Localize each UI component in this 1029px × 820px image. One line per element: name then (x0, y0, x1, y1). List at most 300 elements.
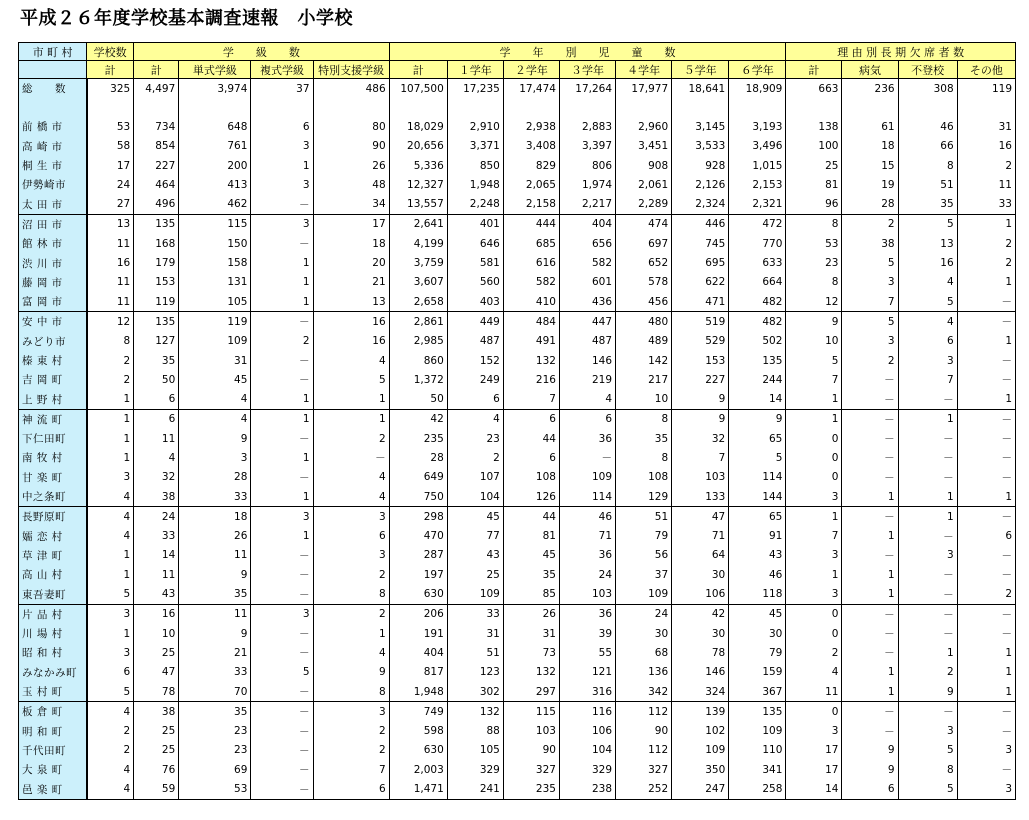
cell-value: 3 (251, 604, 313, 624)
cell-value: 560 (447, 273, 503, 292)
cell-value: 5 (898, 741, 957, 760)
cell-value: 7 (898, 370, 957, 389)
cell-value: 135 (729, 702, 786, 722)
cell-value: 21 (179, 643, 251, 662)
cell-value: 179 (134, 253, 179, 272)
cell-value: 42 (672, 604, 729, 624)
table-header (19, 43, 1016, 79)
municipality-name: 昭 和 村 (19, 643, 87, 662)
cell-value: 50 (389, 389, 447, 409)
cell-value: 3,607 (389, 273, 447, 292)
cell-value: 252 (616, 779, 672, 799)
cell-value: 11 (134, 565, 179, 584)
cell-value: 35 (898, 194, 957, 214)
cell-value: 53 (786, 234, 842, 253)
cell-value: 4 (87, 527, 134, 546)
cell-value: 2 (898, 663, 957, 682)
cell-value: 109 (179, 332, 251, 351)
cell-value: 342 (616, 682, 672, 702)
cell-value: 17,235 (447, 79, 503, 99)
table-row (19, 527, 1016, 546)
cell-value: 1 (842, 565, 898, 584)
cell-value: － (957, 702, 1015, 722)
municipality-name: 片 品 村 (19, 604, 87, 624)
cell-value: 114 (559, 487, 615, 507)
cell-value: 115 (179, 214, 251, 234)
table-row (19, 351, 1016, 370)
cell-value: － (957, 760, 1015, 779)
cell-value: － (251, 194, 313, 214)
cell-value: 2,248 (447, 194, 503, 214)
subheader-cell: 計 (87, 61, 134, 79)
cell-value: 444 (503, 214, 559, 234)
cell-value: 26 (179, 527, 251, 546)
cell-value: 4 (87, 507, 134, 527)
cell-value: 1 (251, 409, 313, 429)
cell-value: 91 (729, 527, 786, 546)
cell-value: 745 (672, 234, 729, 253)
cell-value: 761 (179, 137, 251, 156)
cell-value: 1,948 (389, 682, 447, 702)
cell-value: 61 (842, 117, 898, 136)
cell-value: 132 (503, 351, 559, 370)
cell-value: 16 (898, 253, 957, 272)
cell-value: 1 (898, 487, 957, 507)
cell-value: － (898, 429, 957, 448)
cell-value: － (842, 389, 898, 409)
cell-value: 2,658 (389, 292, 447, 312)
municipality-name: 東吾妻町 (19, 584, 87, 604)
cell-value: 13 (87, 214, 134, 234)
table-row (19, 722, 1016, 741)
cell-value: 78 (672, 643, 729, 662)
cell-value: － (251, 779, 313, 799)
cell-value: 38 (134, 702, 179, 722)
cell-value: 24 (87, 175, 134, 194)
municipality-name: 邑 楽 町 (19, 779, 87, 799)
cell-value: 3 (898, 546, 957, 565)
cell-value: 2 (313, 722, 389, 741)
cell-value: － (251, 584, 313, 604)
header-municipality: 市 町 村 (19, 43, 87, 61)
cell-value: 4 (87, 702, 134, 722)
cell-value: 31 (957, 117, 1015, 136)
cell-value: 1 (957, 682, 1015, 702)
cell-value: 105 (447, 741, 503, 760)
cell-value: 4 (179, 409, 251, 429)
cell-value: 106 (559, 722, 615, 741)
cell-value: 329 (559, 760, 615, 779)
subheader-cell: ５学年 (672, 61, 729, 79)
cell-value: 6 (957, 527, 1015, 546)
cell-value: 9 (729, 409, 786, 429)
cell-value: 496 (134, 194, 179, 214)
municipality-name: 草 津 町 (19, 546, 87, 565)
cell-value: 750 (389, 487, 447, 507)
cell-value: 150 (179, 234, 251, 253)
cell-value: 35 (179, 702, 251, 722)
table-row (19, 702, 1016, 722)
header-students-by-grade: 学 年 別 児 童 数 (389, 43, 786, 61)
cell-value: － (251, 702, 313, 722)
subheader-cell: ３学年 (559, 61, 615, 79)
cell-value: 38 (842, 234, 898, 253)
cell-value: 3,533 (672, 137, 729, 156)
cell-value: 26 (313, 156, 389, 175)
empty-cell (842, 98, 898, 117)
cell-value: 25 (447, 565, 503, 584)
cell-value: 18 (179, 507, 251, 527)
cell-value: 159 (729, 663, 786, 682)
cell-value: 46 (729, 565, 786, 584)
cell-value: 35 (616, 429, 672, 448)
cell-value: 247 (672, 779, 729, 799)
cell-value: 131 (179, 273, 251, 292)
cell-value: 11 (957, 175, 1015, 194)
table-row (19, 624, 1016, 643)
cell-value: 51 (898, 175, 957, 194)
cell-value: 23 (179, 722, 251, 741)
cell-value: 7 (672, 448, 729, 467)
cell-value: 4 (87, 779, 134, 799)
cell-value: 316 (559, 682, 615, 702)
cell-value: 31 (179, 351, 251, 370)
cell-value: 44 (503, 429, 559, 448)
cell-value: － (251, 741, 313, 760)
cell-value: 25 (134, 643, 179, 662)
cell-value: 401 (447, 214, 503, 234)
cell-value: 4 (87, 487, 134, 507)
cell-value: 109 (616, 584, 672, 604)
cell-value: 5 (251, 663, 313, 682)
cell-value: 1 (251, 253, 313, 272)
cell-value: 1 (87, 409, 134, 429)
cell-value: 17 (786, 760, 842, 779)
table-row (19, 760, 1016, 779)
cell-value: 10 (786, 332, 842, 351)
cell-value: 3,974 (179, 79, 251, 99)
cell-value: 471 (672, 292, 729, 312)
cell-value: 8 (87, 332, 134, 351)
cell-value: 81 (503, 527, 559, 546)
cell-value: 241 (447, 779, 503, 799)
cell-value: 2,321 (729, 194, 786, 214)
cell-value: 36 (559, 546, 615, 565)
cell-value: 30 (672, 565, 729, 584)
cell-value: 734 (134, 117, 179, 136)
cell-value: － (842, 448, 898, 467)
cell-value: 68 (616, 643, 672, 662)
cell-value: 238 (559, 779, 615, 799)
cell-value: 2,883 (559, 117, 615, 136)
cell-value: 464 (134, 175, 179, 194)
cell-value: － (842, 702, 898, 722)
cell-value: 0 (786, 624, 842, 643)
cell-value: 2 (87, 722, 134, 741)
cell-value: － (898, 604, 957, 624)
cell-value: 10 (616, 389, 672, 409)
cell-value: 37 (251, 79, 313, 99)
cell-value: 135 (134, 312, 179, 332)
cell-value: 4,199 (389, 234, 447, 253)
cell-value: 3 (251, 214, 313, 234)
cell-value: 1 (313, 389, 389, 409)
cell-value: 9 (672, 389, 729, 409)
cell-value: 5 (842, 312, 898, 332)
cell-value: 2,938 (503, 117, 559, 136)
municipality-name: 甘 楽 町 (19, 468, 87, 487)
cell-value: 43 (447, 546, 503, 565)
cell-value: 36 (559, 429, 615, 448)
cell-value: 129 (616, 487, 672, 507)
cell-value: － (957, 507, 1015, 527)
municipality-name: 川 場 村 (19, 624, 87, 643)
table-row (19, 546, 1016, 565)
cell-value: 47 (134, 663, 179, 682)
cell-value: 31 (503, 624, 559, 643)
cell-value: 1 (251, 527, 313, 546)
cell-value: 1,948 (447, 175, 503, 194)
cell-value: 4 (179, 389, 251, 409)
cell-value: 3,496 (729, 137, 786, 156)
municipality-name: みどり市 (19, 332, 87, 351)
cell-value: 109 (729, 722, 786, 741)
cell-value: 77 (447, 527, 503, 546)
table-row (19, 643, 1016, 662)
cell-value: 2 (87, 741, 134, 760)
subheader-cell: ２学年 (503, 61, 559, 79)
cell-value: 3 (786, 546, 842, 565)
cell-value: － (251, 760, 313, 779)
cell-value: 14 (134, 546, 179, 565)
page-title: 平成２６年度学校基本調査速報 小学校 (20, 8, 353, 29)
cell-value: － (842, 624, 898, 643)
table-row (19, 156, 1016, 175)
cell-value: － (251, 546, 313, 565)
cell-value: 3 (898, 722, 957, 741)
cell-value: － (842, 722, 898, 741)
cell-value: 20 (313, 253, 389, 272)
cell-value: 206 (389, 604, 447, 624)
cell-value: 1,015 (729, 156, 786, 175)
spacer-row (19, 98, 1016, 117)
cell-value: 35 (503, 565, 559, 584)
cell-value: 1 (87, 565, 134, 584)
table-row (19, 741, 1016, 760)
cell-value: 109 (672, 741, 729, 760)
cell-value: 136 (616, 663, 672, 682)
cell-value: 79 (729, 643, 786, 662)
cell-value: 109 (447, 584, 503, 604)
cell-value: － (957, 429, 1015, 448)
cell-value: 1 (957, 663, 1015, 682)
cell-value: 1 (251, 156, 313, 175)
subheader-cell: ６学年 (729, 61, 786, 79)
cell-value: 121 (559, 663, 615, 682)
empty-cell (729, 98, 786, 117)
municipality-name: 富 岡 市 (19, 292, 87, 312)
cell-value: 4 (898, 312, 957, 332)
table-row (19, 234, 1016, 253)
cell-value: 1 (87, 624, 134, 643)
cell-value: 4 (313, 643, 389, 662)
municipality-name: 高 崎 市 (19, 137, 87, 156)
cell-value: 3 (313, 702, 389, 722)
cell-value: 582 (559, 253, 615, 272)
table-row (19, 273, 1016, 292)
cell-value: 1 (957, 643, 1015, 662)
cell-value: － (251, 429, 313, 448)
cell-value: 491 (503, 332, 559, 351)
municipality-name: 下仁田町 (19, 429, 87, 448)
cell-value: 53 (87, 117, 134, 136)
cell-value: 5 (87, 682, 134, 702)
cell-value: 13 (313, 292, 389, 312)
subheader-cell: 計 (134, 61, 179, 79)
cell-value: 90 (616, 722, 672, 741)
cell-value: 854 (134, 137, 179, 156)
cell-value: 302 (447, 682, 503, 702)
cell-value: 1 (786, 565, 842, 584)
cell-value: 484 (503, 312, 559, 332)
cell-value: 3 (251, 507, 313, 527)
cell-value: 9 (842, 760, 898, 779)
cell-value: 6 (842, 779, 898, 799)
cell-value: 1 (842, 663, 898, 682)
cell-value: 9 (672, 409, 729, 429)
cell-value: 287 (389, 546, 447, 565)
cell-value: 582 (503, 273, 559, 292)
cell-value: 55 (559, 643, 615, 662)
cell-value: 0 (786, 448, 842, 467)
cell-value: 413 (179, 175, 251, 194)
cell-value: 236 (842, 79, 898, 99)
cell-value: 4 (786, 663, 842, 682)
cell-value: 449 (447, 312, 503, 332)
cell-value: 135 (729, 351, 786, 370)
cell-value: 2 (313, 429, 389, 448)
cell-value: 2,061 (616, 175, 672, 194)
cell-value: 34 (313, 194, 389, 214)
cell-value: 235 (503, 779, 559, 799)
cell-value: － (251, 468, 313, 487)
cell-value: 9 (179, 429, 251, 448)
cell-value: 118 (729, 584, 786, 604)
cell-value: 88 (447, 722, 503, 741)
cell-value: － (251, 234, 313, 253)
cell-value: 11 (87, 292, 134, 312)
cell-value: 2 (447, 448, 503, 467)
cell-value: 27 (87, 194, 134, 214)
cell-value: 2 (786, 643, 842, 662)
cell-value: 325 (87, 79, 134, 99)
cell-value: 16 (957, 137, 1015, 156)
cell-value: 6 (503, 409, 559, 429)
cell-value: 1 (251, 389, 313, 409)
cell-value: － (898, 584, 957, 604)
cell-value: 656 (559, 234, 615, 253)
table-row (19, 604, 1016, 624)
cell-value: 685 (503, 234, 559, 253)
cell-value: 51 (447, 643, 503, 662)
cell-value: － (957, 409, 1015, 429)
cell-value: 4 (313, 487, 389, 507)
cell-value: 36 (559, 604, 615, 624)
cell-value: 5 (87, 584, 134, 604)
empty-cell (957, 98, 1015, 117)
cell-value: 3 (957, 741, 1015, 760)
cell-value: 23 (179, 741, 251, 760)
cell-value: 19 (842, 175, 898, 194)
header-municipality-sub (19, 61, 87, 79)
cell-value: 829 (503, 156, 559, 175)
cell-value: 24 (559, 565, 615, 584)
cell-value: 79 (616, 527, 672, 546)
table-row (19, 409, 1016, 429)
cell-value: 50 (134, 370, 179, 389)
cell-value: 487 (559, 332, 615, 351)
cell-value: 200 (179, 156, 251, 175)
cell-value: 103 (503, 722, 559, 741)
cell-value: 65 (729, 429, 786, 448)
cell-value: 16 (134, 604, 179, 624)
cell-value: 25 (786, 156, 842, 175)
cell-value: 697 (616, 234, 672, 253)
municipality-name: 沼 田 市 (19, 214, 87, 234)
cell-value: 630 (389, 741, 447, 760)
cell-value: － (251, 682, 313, 702)
cell-value: 76 (134, 760, 179, 779)
municipality-name: 千代田町 (19, 741, 87, 760)
cell-value: 17 (786, 741, 842, 760)
cell-value: 6 (313, 527, 389, 546)
cell-value: 327 (616, 760, 672, 779)
cell-value: 9 (313, 663, 389, 682)
table-row (19, 312, 1016, 332)
cell-value: 35 (134, 351, 179, 370)
cell-value: － (251, 370, 313, 389)
cell-value: － (898, 702, 957, 722)
cell-value: 25 (134, 722, 179, 741)
cell-value: 1 (957, 273, 1015, 292)
cell-value: 132 (447, 702, 503, 722)
cell-value: 6 (134, 389, 179, 409)
cell-value: 80 (313, 117, 389, 136)
empty-cell (179, 98, 251, 117)
cell-value: 2 (87, 370, 134, 389)
cell-value: 12,327 (389, 175, 447, 194)
cell-value: 56 (616, 546, 672, 565)
cell-value: 1 (898, 507, 957, 527)
municipality-name: 神 流 町 (19, 409, 87, 429)
cell-value: 4 (313, 468, 389, 487)
table-row (19, 332, 1016, 351)
cell-value: 601 (559, 273, 615, 292)
cell-value: 43 (729, 546, 786, 565)
cell-value: － (251, 312, 313, 332)
municipality-name: 榛 東 村 (19, 351, 87, 370)
cell-value: 33 (447, 604, 503, 624)
cell-value: 1 (898, 409, 957, 429)
subheader-cell: 計 (389, 61, 447, 79)
cell-value: 502 (729, 332, 786, 351)
cell-value: 8 (616, 409, 672, 429)
cell-value: 139 (672, 702, 729, 722)
cell-value: 908 (616, 156, 672, 175)
municipality-name: 館 林 市 (19, 234, 87, 253)
cell-value: － (957, 565, 1015, 584)
cell-value: 33 (957, 194, 1015, 214)
